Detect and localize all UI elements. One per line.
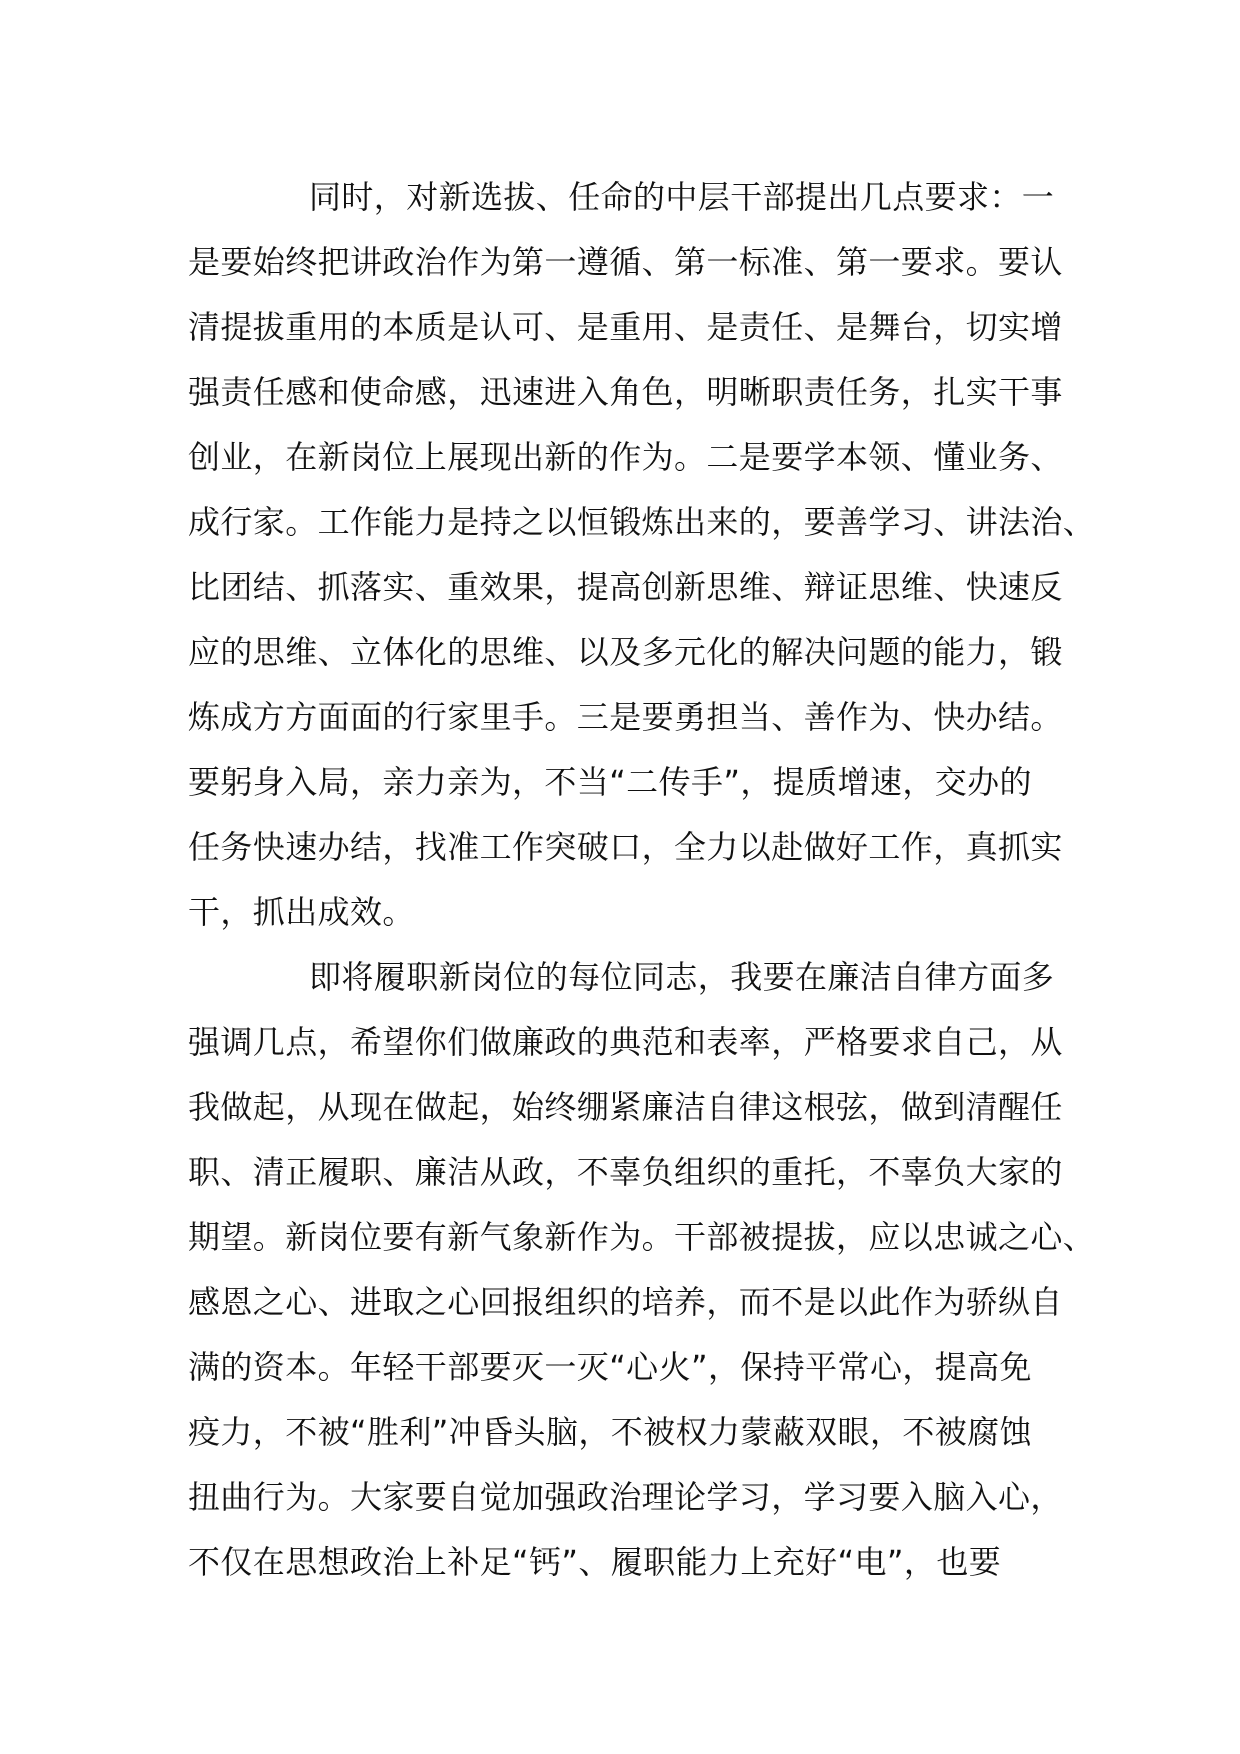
paragraph-1 xyxy=(188,165,1096,945)
paragraph-2 xyxy=(188,945,1096,1595)
text-line: 应的思维、立体化的思维、以及多元化的解决问题的能力，锻 xyxy=(188,633,1063,671)
text-line: 创业，在新岗位上展现出新的作为。二是要学本领、懂业务、 xyxy=(188,438,1063,476)
text-line: 任务快速办结，找准工作突破口，全力以赴做好工作，真抓实 xyxy=(188,828,1063,866)
text-line: 即将履职新岗位的每位同志，我要在廉洁自律方面多 xyxy=(309,958,1055,996)
text-line: 是要始终把讲政治作为第一遵循、第一标准、第一要求。要认 xyxy=(188,243,1063,281)
text-line: 同时，对新选拔、任命的中层干部提出几点要求：一 xyxy=(309,178,1055,216)
text-line: 成行家。工作能力是持之以恒锻炼出来的，要善学习、讲法治、 xyxy=(188,503,1096,541)
text-line: 干，抓出成效。 xyxy=(188,893,415,931)
text-line: 疫力，不被“胜利”冲昏头脑，不被权力蒙蔽双眼，不被腐蚀 xyxy=(188,1413,1032,1451)
text-line: 感恩之心、进取之心回报组织的培养，而不是以此作为骄纵自 xyxy=(188,1283,1063,1321)
text-line: 比团结、抓落实、重效果，提高创新思维、辩证思维、快速反 xyxy=(188,568,1063,606)
text-line: 清提拔重用的本质是认可、是重用、是责任、是舞台，切实增 xyxy=(188,308,1063,346)
text-line: 满的资本。年轻干部要灭一灭“心火”，保持平常心，提高免 xyxy=(188,1348,1032,1386)
document-body xyxy=(188,165,1096,1595)
text-line: 强责任感和使命感，迅速进入角色，明晰职责任务，扎实干事 xyxy=(188,373,1063,411)
text-line: 不仅在思想政治上补足“钙”、履职能力上充好“电”，也要 xyxy=(188,1543,1002,1581)
text-line: 职、清正履职、廉洁从政，不辜负组织的重托，不辜负大家的 xyxy=(188,1153,1063,1191)
text-line: 强调几点，希望你们做廉政的典范和表率，严格要求自己，从 xyxy=(188,1023,1063,1061)
text-line: 我做起，从现在做起，始终绷紧廉洁自律这根弦，做到清醒任 xyxy=(188,1088,1063,1126)
text-line: 扭曲行为。大家要自觉加强政治理论学习，学习要入脑入心， xyxy=(188,1478,1063,1516)
text-line: 期望。新岗位要有新气象新作为。干部被提拔，应以忠诚之心、 xyxy=(188,1218,1096,1256)
text-line: 要躬身入局，亲力亲为，不当“二传手”，提质增速，交办的 xyxy=(188,763,1032,801)
text-line: 炼成方方面面的行家里手。三是要勇担当、善作为、快办结。 xyxy=(188,698,1063,736)
